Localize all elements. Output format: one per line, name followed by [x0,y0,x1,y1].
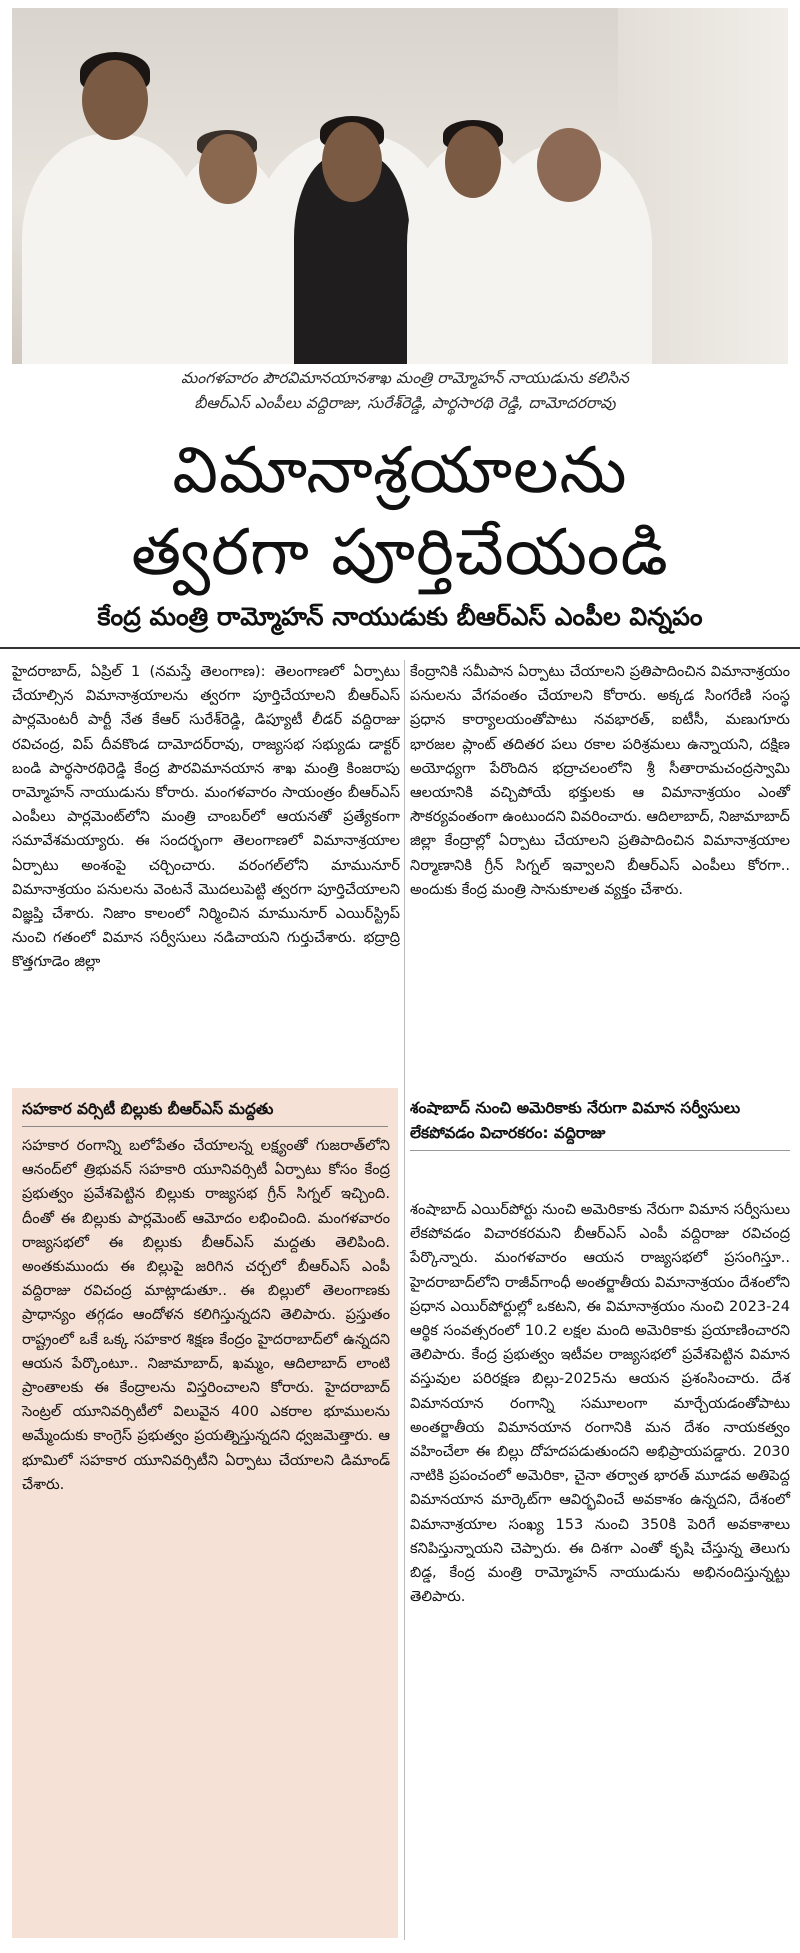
article-column-right-lower [410,1198,790,1609]
caption-line-1: మంగళవారం పౌరవిమానయానశాఖ మంత్రి రామ్మోహన్ నాయుడును కలిసిన [181,369,629,387]
column-divider [404,660,405,1940]
article-paragraph: శంషాబాద్ ఎయిర్‌పోర్టు నుంచి అమెరికాకు నేరుగా విమాన సర్వీసులు లేకపోవడం విచారకరమని బీఆర్ఎస్ ఎంపీ వద్దిరాజు రవిచంద్ర పేర్కొన్నారు. మంగళవారం ఆయన రాజ్యసభలో ప్రసంగిస్తూ.. హైదరాబాద్‌లోని రాజీవ్‌గాంధీ అంతర్జాతీయ విమానాశ్రయం దేశంలోని ప్రధాన ఎయిర్‌పోర్టుల్లో ఒకటని, ఈ విమానాశ్రయం నుంచి 2023-24 ఆర్థిక సంవత్సరంలో 10.2 లక్షల మంది అమెరికాకు ప్రయాణించారని తెలిపారు. కేంద్ర ప్రభుత్వం ఇటీవల రాజ్యసభలో ప్రవేశపెట్టిన విమాన వస్తువుల పరిరక్షణ బిల్లు-2025ను ఆయన ప్రశంసించారు. దేశ విమానయాన రంగాన్ని సమూలంగా మార్చేయడంతోపాటు అంతర్జాతీయ విమానయాన రంగానికి మన దేశం నాయకత్వం వహించేలా ఈ బిల్లు దోహదపడుతుందని అభిప్రాయపడ్డారు. 2030 నాటికి ప్రపంచంలో అమెరికా, చైనా తర్వాత భారత్ మూడవ అతిపెద్ద విమానయాన మార్కెట్‌గా ఆవిర్భవించే అవకాశం ఉన్నదని, దేశంలో విమానాశ్రయాల సంఖ్య 153 నుంచి 350కి పెరిగే అవకాశాలు కనిపిస్తున్నాయని చెప్పారు. ఈ దిశగా ఎంతో కృషి చేస్తున్న తెలుగు బిడ్డ, కేంద్ర మంత్రి రామ్మోహన్ నాయుడును అభినందిస్తున్నట్టు తెలిపారు. [410,1201,790,1606]
article-paragraph: కేంద్రానికి సమీపాన ఏర్పాటు చేయాలని ప్రతిపాదించిన విమానాశ్రయం పనులను వేగవంతం చేయాలని కోరారు. అక్కడ సింగరేణి సంస్థ ప్రధాన కార్యాలయంతోపాటు నవభారత్, ఐటీసీ, మణుగూరు భారజల ప్లాంట్ తదితర పలు రకాల పరిశ్రమలు ఉన్నాయని, దక్షిణ అయోధ్యగా పేరొందిన భద్రాచలంలోని శ్రీ సీతారామచంద్రస్వామి ఆలయానికి వచ్చిపోయే భక్తులకు ఆ విమానాశ్రయం ఎంతో సౌకర్యవంతంగా ఉంటుందని వివరించారు. ఆదిలాబాద్, నిజామాబాద్ జిల్లా కేంద్రాల్లో ఏర్పాటు చేయాలని ప్రతిపాదించిన విమానాశ్రయాల నిర్మాణానికి గ్రీన్ సిగ్నల్ ఇవ్వాలని బీఆర్ఎస్ ఎంపీలు కోరగా.. అందుకు కేంద్ర మంత్రి సానుకూలత వ్యక్తం చేశారు. [410,663,790,898]
article-column-left [12,660,400,975]
sidebar-title: సహకార వర్సిటీ బిల్లుకు బీఆర్ఎస్ మద్దతు [22,1100,274,1118]
headline-line-2: త్వరగా పూర్తిచేయండి [131,516,669,590]
news-photo [12,8,788,364]
photo-caption [100,366,710,416]
headline [10,430,790,594]
subheadline: కేంద్ర మంత్రి రామ్మోహన్ నాయుడుకు బీఆర్ఎస్ ఎంపీల విన్నపం [97,602,703,631]
headline-line-1: విమానాశ్రయాలను [172,434,628,508]
section-subheading: శంషాబాద్ నుంచి అమెరికాకు నేరుగా విమాన సర్వీసులు లేకపోవడం విచారకరం: వద్దిరాజు [410,1099,741,1142]
sidebar-box [12,1088,398,1938]
sidebar-rule [22,1126,388,1127]
article-paragraph: హైదరాబాద్, ఏప్రిల్ 1 (నమస్తే తెలంగాణ): తెలంగాణలో ఏర్పాటు చేయాల్సిన విమానాశ్రయాలను త్వరగా పూర్తిచేయాలని బీఆర్ఎస్ పార్లమెంటరీ పార్టీ నేత కేఆర్ సురేశ్‌రెడ్డి, డిప్యూటీ లీడర్ వద్దిరాజు రవిచంద్ర, విప్ దీవకొండ దామోదర్‌రావు, రాజ్యసభ సభ్యుడు డాక్టర్ బండి పార్థసారథిరెడ్డి కేంద్ర పౌరవిమానయాన శాఖ మంత్రి కింజరాపు రామ్మోహన్ నాయుడును కోరారు. మంగళవారం సాయంత్రం బీఆర్ఎస్ ఎంపీలు పార్లమెంట్‌లోని మంత్రి చాంబర్‌లో ఆయనతో ప్రత్యేకంగా సమావేశమయ్యారు. ఈ సందర్భంగా తెలంగాణలో విమానాశ్రయాల ఏర్పాటు అంశంపై చర్చించారు. వరంగల్‌లోని మామునూర్ విమానాశ్రయం పనులను వెంటనే మొదలుపెట్టి త్వరగా పూర్తిచేయాలని విజ్ఞప్తి చేశారు. నిజాం కాలంలో నిర్మించిన మామునూర్ ఎయిర్‌స్ట్రిప్ నుంచి గతంలో విమాన సర్వీసులు నడిచాయని గుర్తుచేశారు. భద్రాద్రి కొత్తగూడెం జిల్లా [12,663,400,971]
section-rule [0,647,800,649]
photo-person [482,64,652,364]
article-column-right [410,660,790,902]
caption-line-2: బీఆర్ఎస్ ఎంపీలు వద్దిరాజు, సురేశ్‌రెడ్డి, పార్థసారథి రెడ్డి, దామోదరరావు [194,394,616,412]
section-rule [410,1150,790,1151]
sidebar-body: సహకార రంగాన్ని బలోపేతం చేయాలన్న లక్ష్యంతో గుజరాత్‌లోని ఆనంద్‌లో త్రిభువన్ సహకారి యూనివర్సిటీ ఏర్పాటు కోసం కేంద్ర ప్రభుత్వం ప్రవేశపెట్టిన బిల్లుకు రాజ్యసభ గ్రీన్ సిగ్నల్ ఇచ్చింది. దీంతో ఈ బిల్లుకు పార్లమెంట్ ఆమోదం లభించింది. మంగళవారం రాజ్యసభలో ఈ బిల్లుకు బీఆర్ఎస్ మద్దతు తెలిపింది. అంతకుముందు ఈ బిల్లుపై జరిగిన చర్చలో బీఆర్ఎస్ ఎంపీ వద్దిరాజు రవిచంద్ర మాట్లాడుతూ.. ఈ బిల్లులో తెలంగాణకు ప్రాధాన్యం తగ్గడం ఆందోళన కలిగిస్తున్నదని తెలిపారు. ప్రస్తుతం రాష్ట్రంలో ఒకే ఒక్క సహకార శిక్షణ కేంద్రం హైదరాబాద్‌లో ఉన్నదని ఆయన పేర్కొంటూ.. నిజామాబాద్, ఖమ్మం, ఆదిలాబాద్ లాంటి ప్రాంతాలకు ఈ కేంద్రాలను విస్తరించాలని కోరారు. హైదరాబాద్ సెంట్రల్ యూనివర్సిటీలో విలువైన 400 ఎకరాల భూములను అమ్మేందుకు కాంగ్రెస్ ప్రభుత్వం ప్రయత్నిస్తున్నదని ధ్వజమెత్తారు. ఆ భూమిలో సహకార యూనివర్సిటీని ఏర్పాటు చేయాలని డిమాండ్ చేశారు. [22,1137,390,1493]
